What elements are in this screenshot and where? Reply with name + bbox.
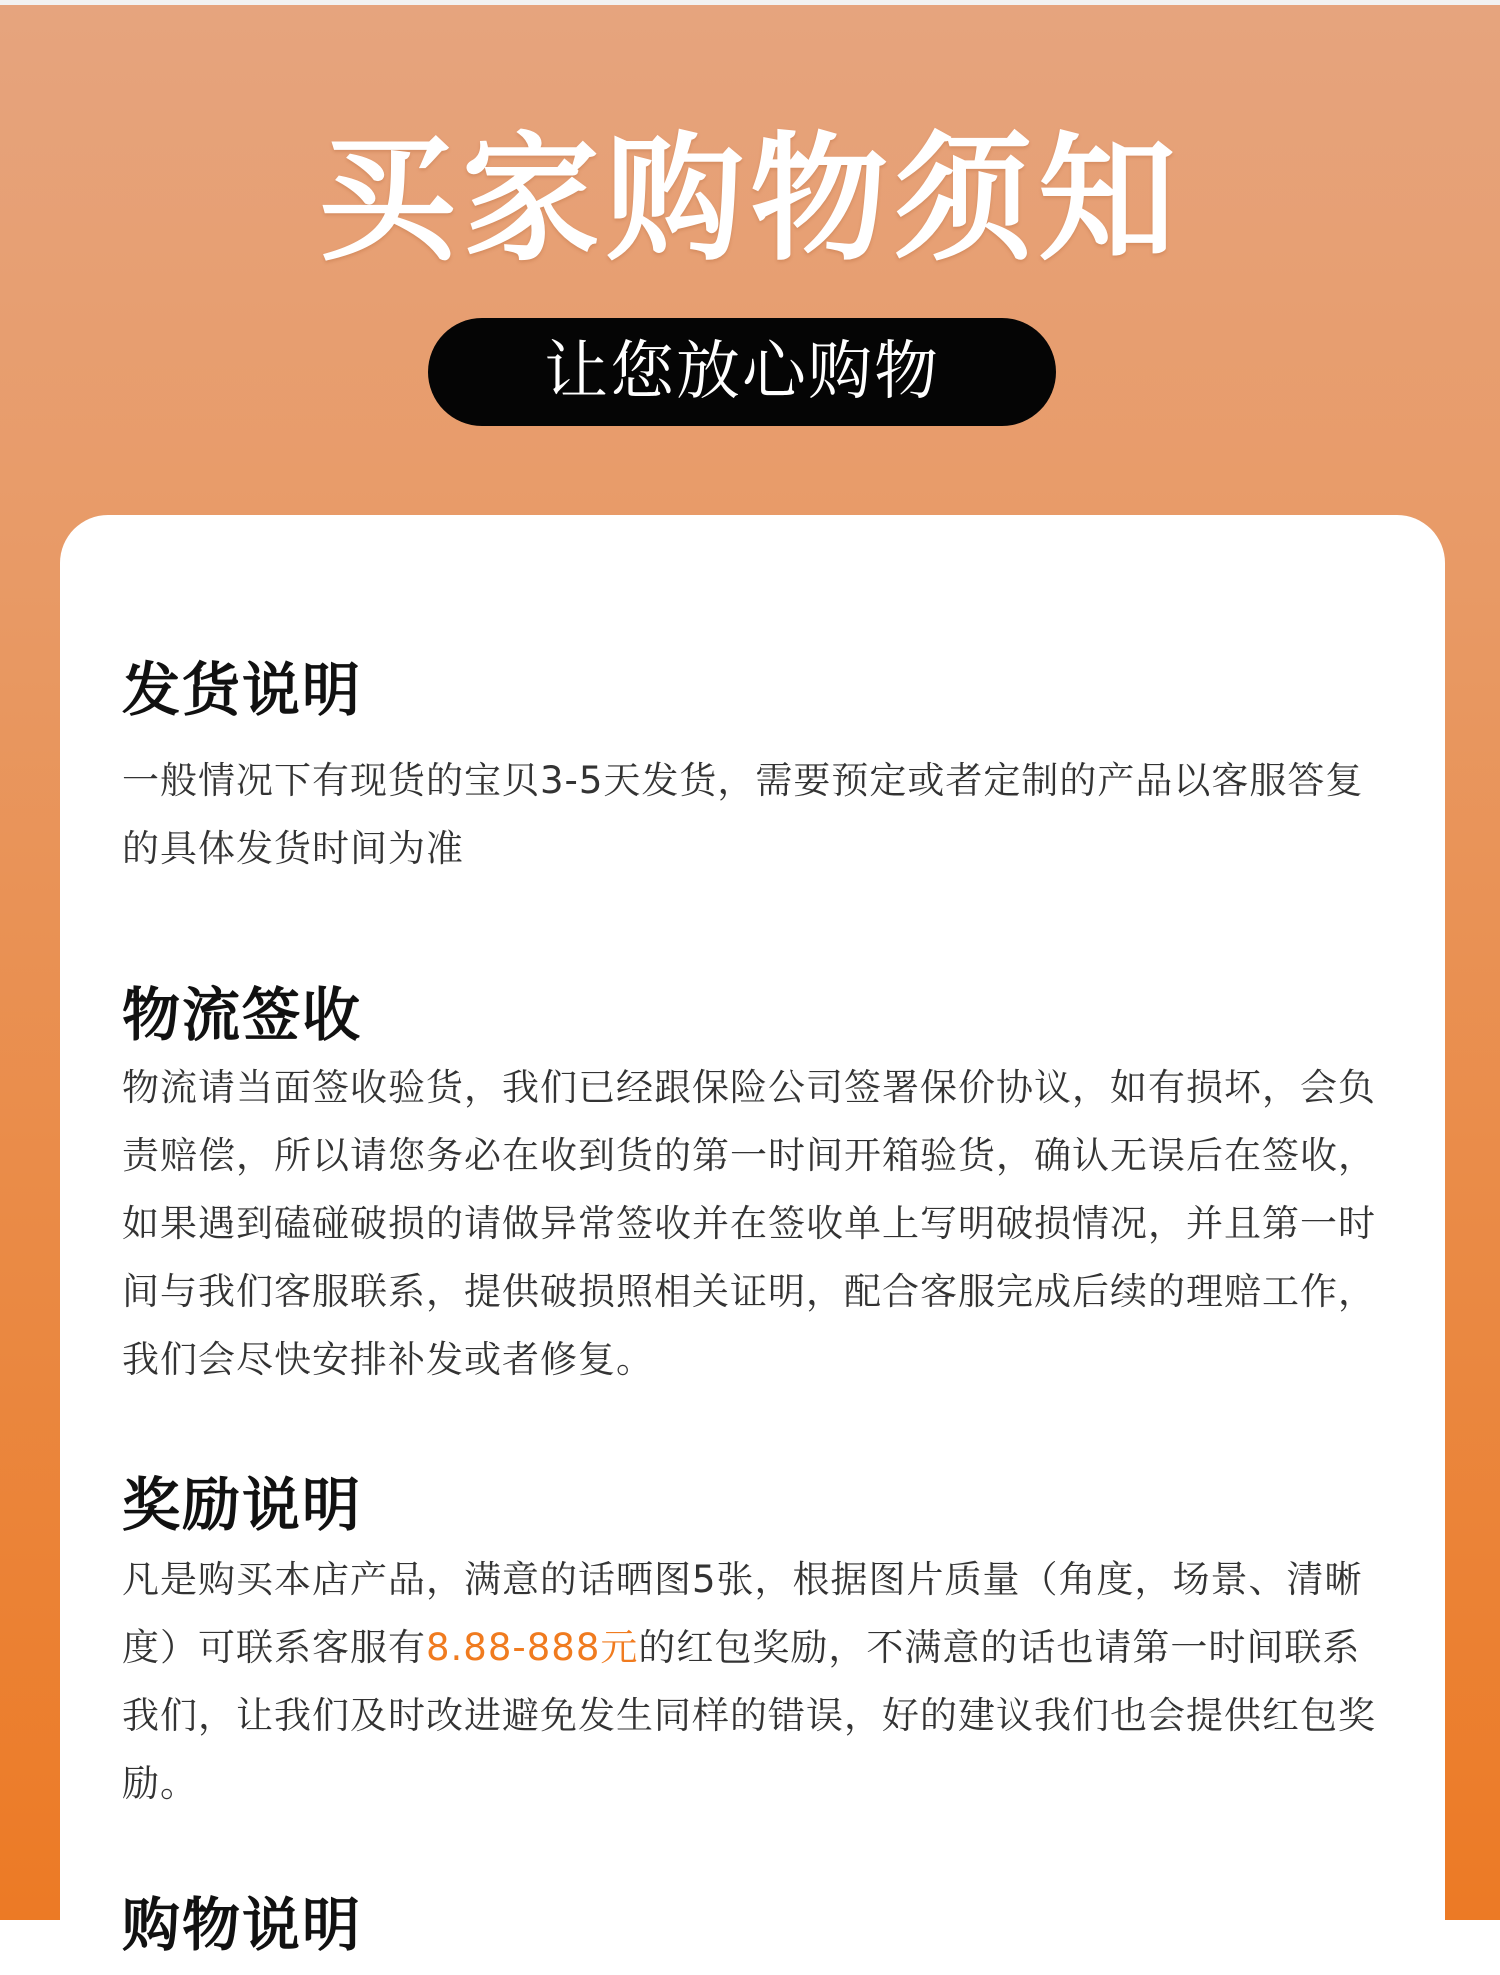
info-card — [60, 515, 1445, 1975]
reward-text-start: 凡是购买本店产品，满意的话晒图5张，根据图片质量（角度，场景、清晰度）可联系客服有 — [122, 1558, 1363, 1669]
reward-text — [122, 1546, 1392, 1818]
top-divider — [0, 0, 1500, 5]
shipping-title: 发货说明 — [122, 656, 363, 724]
shipping-text: 一般情况下有现货的宝贝3-5天发货，需要预定或者定制的产品以客服答复的具体发货时间为准 — [122, 759, 1364, 870]
logistics-section — [122, 980, 1392, 1394]
logistics-title: 物流签收 — [122, 981, 363, 1049]
page-title: 买家购物须知 — [317, 119, 1182, 280]
shipping-section — [122, 655, 1392, 883]
reward-section — [122, 1470, 1392, 1818]
purchase-title: 购物说明 — [122, 1891, 363, 1959]
subtitle-badge: 让您放心购物 — [428, 318, 1056, 426]
reward-amount: 8.88-888元 — [426, 1626, 639, 1669]
reward-title: 奖励说明 — [122, 1471, 363, 1539]
reward-text-end: 的红包奖励，不满意的话也请第一时间联系我们，让我们及时改进避免发生同样的错误，好的建议我们也会提供红包奖励。 — [122, 1626, 1376, 1805]
logistics-text: 物流请当面签收验货，我们已经跟保险公司签署保价协议，如有损坏，会负责赔偿，所以请您务必在收到货的第一时间开箱验货，确认无误后在签收，如果遇到磕碰破损的请做异常签收并在签收单上写明破损情况，并且第一时间与我们客服联系，提供破损照相关证明，配合客服完成后续的理赔工作，我们会尽快安排补发或者修复。 — [122, 1066, 1376, 1381]
purchase-section — [122, 1890, 1392, 1960]
